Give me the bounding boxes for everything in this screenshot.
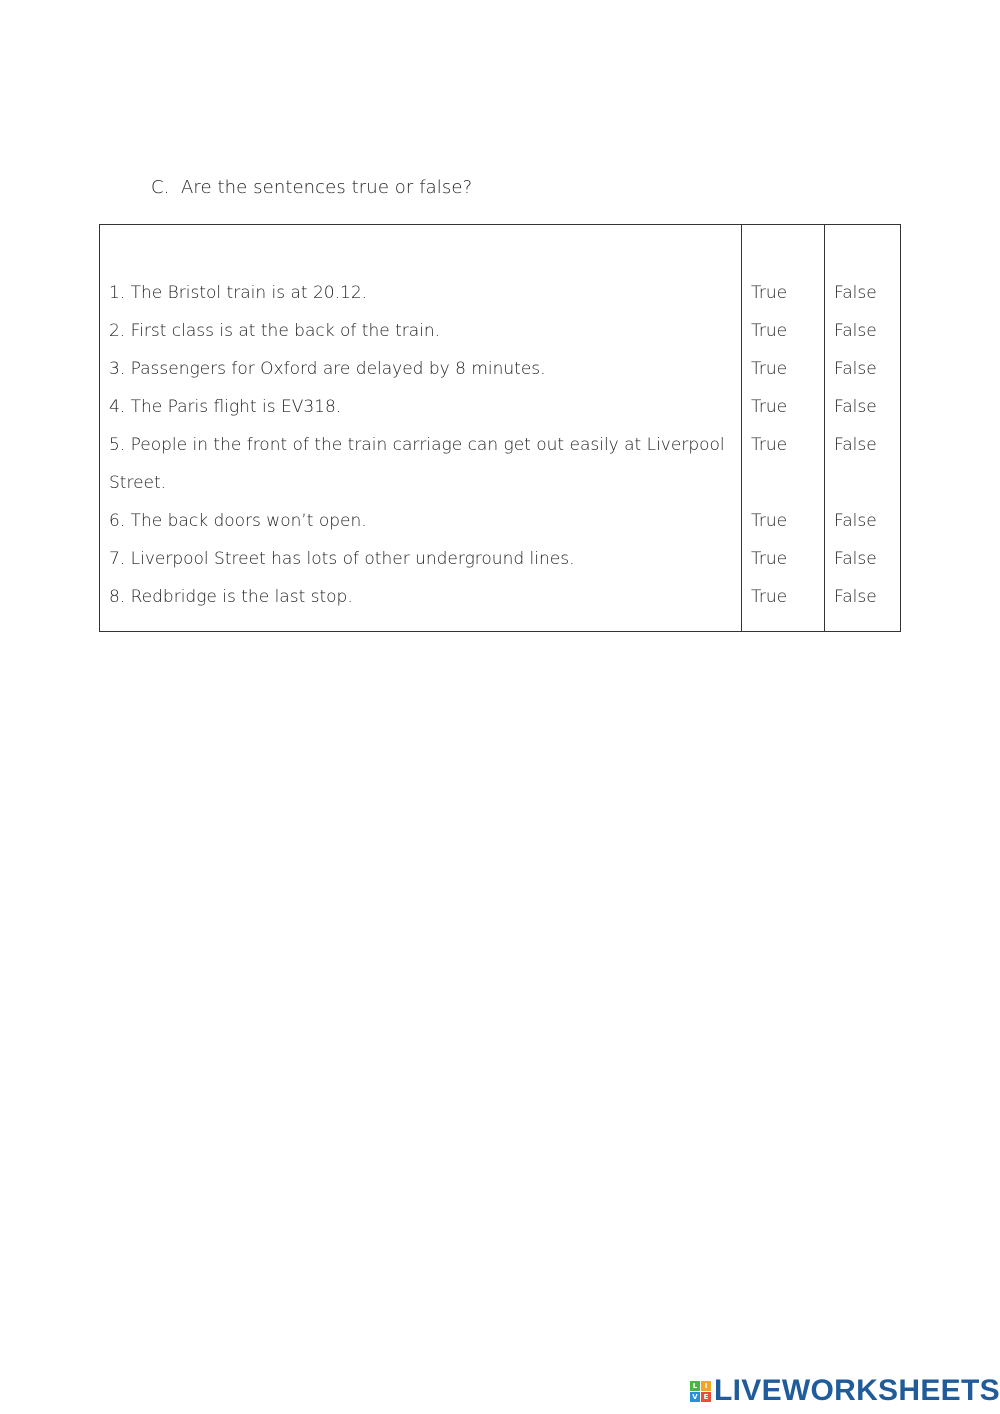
statement-text: Street.	[109, 473, 167, 493]
statement-text: 8. Redbridge is the last stop.	[109, 587, 353, 607]
true-option[interactable]: True	[751, 397, 788, 417]
table-row	[100, 426, 900, 464]
true-option[interactable]: True	[751, 587, 788, 607]
true-option[interactable]: True	[751, 359, 788, 379]
table-row	[100, 502, 900, 540]
true-option[interactable]: True	[751, 549, 788, 569]
false-option[interactable]: False	[834, 511, 877, 531]
false-option[interactable]: False	[834, 587, 877, 607]
statement-text: 4. The Paris flight is EV318.	[109, 397, 342, 417]
logo-square-i: I	[701, 1381, 711, 1391]
false-option[interactable]: False	[834, 435, 877, 455]
statement-text: 6. The back doors won’t open.	[109, 511, 367, 531]
logo-square-e: E	[701, 1392, 711, 1402]
true-option[interactable]: True	[751, 283, 788, 303]
liveworksheets-logo-icon	[690, 1381, 711, 1402]
false-option[interactable]: False	[834, 397, 877, 417]
logo-square-l: L	[690, 1381, 700, 1391]
true-option[interactable]: True	[751, 511, 788, 531]
section-letter: C.	[151, 177, 170, 198]
statement-text: 1. The Bristol train is at 20.12.	[109, 283, 368, 303]
table-row	[100, 350, 900, 388]
true-false-table	[99, 224, 901, 632]
logo-wordmark: LIVEWORKSHEETS	[714, 1374, 1000, 1407]
table-row	[100, 312, 900, 350]
false-option[interactable]: False	[834, 321, 877, 341]
statement-text: 5. People in the front of the train carriage can get out easily at Liverpool	[109, 435, 725, 455]
table-row	[100, 274, 900, 312]
false-option[interactable]: False	[834, 283, 877, 303]
table-row	[100, 388, 900, 426]
section-heading	[151, 177, 472, 198]
true-option[interactable]: True	[751, 435, 788, 455]
section-instruction: Are the sentences true or false?	[181, 177, 473, 198]
statement-text: 7. Liverpool Street has lots of other underground lines.	[109, 549, 575, 569]
false-option[interactable]: False	[834, 359, 877, 379]
true-option[interactable]: True	[751, 321, 788, 341]
false-option[interactable]: False	[834, 549, 877, 569]
table-row	[100, 540, 900, 578]
logo-square-v: V	[690, 1392, 700, 1402]
statement-text: 3. Passengers for Oxford are delayed by 8 minutes.	[109, 359, 546, 379]
liveworksheets-logo	[690, 1374, 1000, 1408]
statement-text: 2. First class is at the back of the train.	[109, 321, 441, 341]
table-row-continuation	[100, 464, 900, 502]
table-row	[100, 578, 900, 616]
